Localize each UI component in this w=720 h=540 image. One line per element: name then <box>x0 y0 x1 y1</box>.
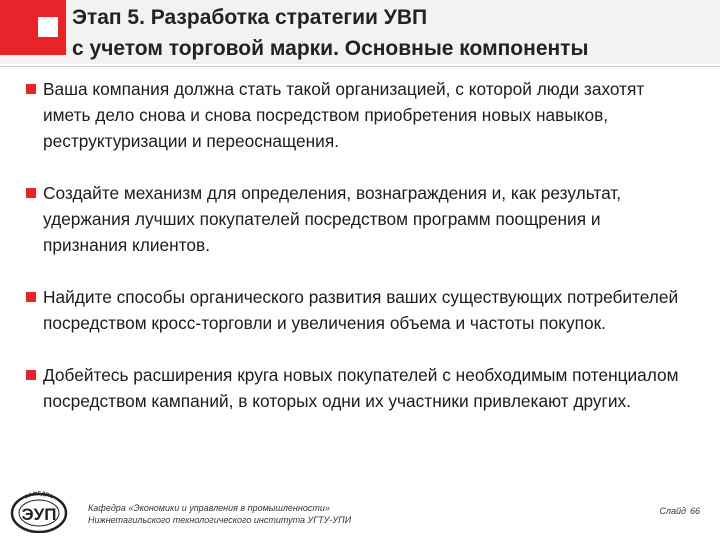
slide-number-value: 66 <box>689 506 700 516</box>
title-line-1: Этап 5. Разработка стратегии УВП <box>72 6 428 29</box>
department-caption <box>88 502 488 526</box>
square-bullet-icon <box>26 292 36 302</box>
slide-label: Слайд <box>659 506 686 516</box>
bullet-item <box>26 284 686 336</box>
page-title <box>72 2 712 64</box>
logo-arc-text: КАФЕДРА <box>24 490 54 501</box>
logo-text: ЭУП <box>21 505 57 524</box>
title-line-2: с учетом торговой марки. Основные компоненты <box>72 37 589 60</box>
bullet-item <box>26 180 686 258</box>
bullet-text: Добейтесь расширения круга новых покупателей с необходимым потенциалом посредством кампаний, в которых одни их участники привлекают других. <box>43 365 679 411</box>
department-logo <box>10 489 68 533</box>
title-divider <box>0 66 720 67</box>
square-bullet-icon <box>26 188 36 198</box>
department-line-2: Нижнетагильского технологического института УГТУ-УПИ <box>88 515 352 525</box>
bullet-list <box>26 76 686 414</box>
slide-number <box>655 506 700 516</box>
accent-inner-square <box>38 17 58 37</box>
bullet-item <box>26 76 686 154</box>
bullet-text: Ваша компания должна стать такой организацией, с которой люди захотят иметь дело снова и снова посредством приобретения новых навыков, реструктуризации и переоснащения. <box>43 79 645 151</box>
footer <box>0 484 720 540</box>
square-bullet-icon <box>26 84 36 94</box>
department-line-1: Кафедра «Экономики и управления в промышленности» <box>88 503 330 513</box>
square-bullet-icon <box>26 370 36 380</box>
bullet-text: Создайте механизм для определения, вознаграждения и, как результат, удержания лучших покупателей посредством программ поощрения и признания клиентов. <box>43 183 622 255</box>
bullet-item <box>26 362 686 414</box>
bullet-text: Найдите способы органического развития ваших существующих потребителей посредством кросс-торговли и увеличения объема и частоты покупок. <box>43 287 679 333</box>
